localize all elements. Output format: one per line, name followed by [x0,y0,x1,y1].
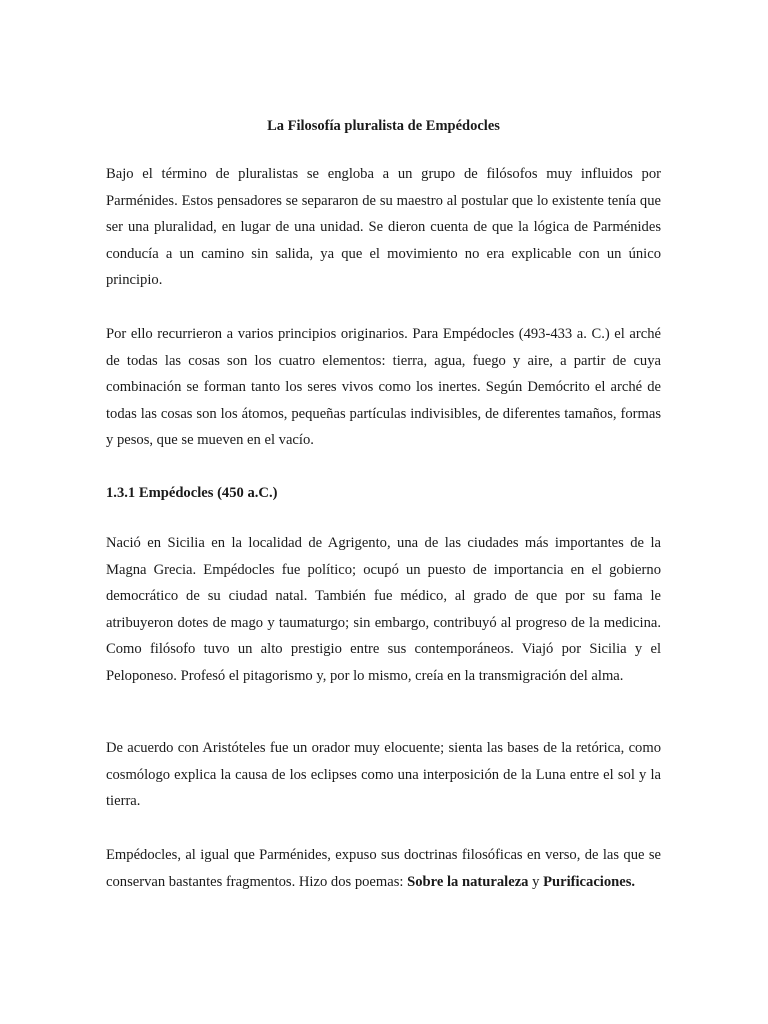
paragraph-biografia: Nació en Sicilia en la localidad de Agrigento, una de las ciudades más importantes de la Magna Grecia. Empédocles fue político; ocupó un puesto de importancia en el gobierno democrático de su ciudad natal. También fue médico, al grado de que por su fama le atribuyeron dotes de mago y taumaturgo; sin embargo, contribuyó al progreso de la medicina. Como filósofo tuvo un alto prestigio entre sus contemporáneos. Viajó por Sicilia y el Peloponeso. Profesó el pitagorismo y, por lo mismo, creía en la transmigración del alma. [106,535,661,684]
paragraph-aristoteles: De acuerdo con Aristóteles fue un orador muy elocuente; sienta las bases de la retórica, como cosmólogo explica la causa de los eclipses como una interposición de la Luna entre el sol y la tierra. [106,740,661,810]
paragraph-principios: Por ello recurrieron a varios principios originarios. Para Empédocles (493-433 a. C.) el arché de todas las cosas son los cuatro elementos: tierra, agua, fuego y aire, a partir de cuya combinación se forman tanto los seres vivos como los inertes. Según Demócrito el arché de todas las cosas son los átomos, pequeñas partículas indivisibles, de diferentes tamaños, formas y pesos, que se mueven en el vacío. [106,326,661,449]
paragraph-poemas [106,842,661,895]
paragraph-poemas-connector: y [528,873,544,890]
paragraph-poemas-text: Empédocles, al igual que Parménides, expuso sus doctrinas filosóficas en verso, de las que se conservan bastantes fragmentos. Hizo dos poemas: [106,847,661,890]
document-title: La Filosofía pluralista de Empédocles [267,118,500,134]
section-heading: 1.3.1 Empédocles (450 a.C.) [106,485,278,501]
poem-title-naturaleza: Sobre la naturaleza [407,873,529,890]
poem-title-purificaciones: Purificaciones. [543,873,636,890]
paragraph-pluralistas: Bajo el término de pluralistas se engloba a un grupo de filósofos muy influidos por Parménides. Estos pensadores se separaron de su maestro al postular que lo existente tenía que ser una pluralidad, en lugar de una unidad. Se dieron cuenta de que la lógica de Parménides conducía a un camino sin salida, ya que el movimiento no era explicable con un único principio. [106,166,661,289]
